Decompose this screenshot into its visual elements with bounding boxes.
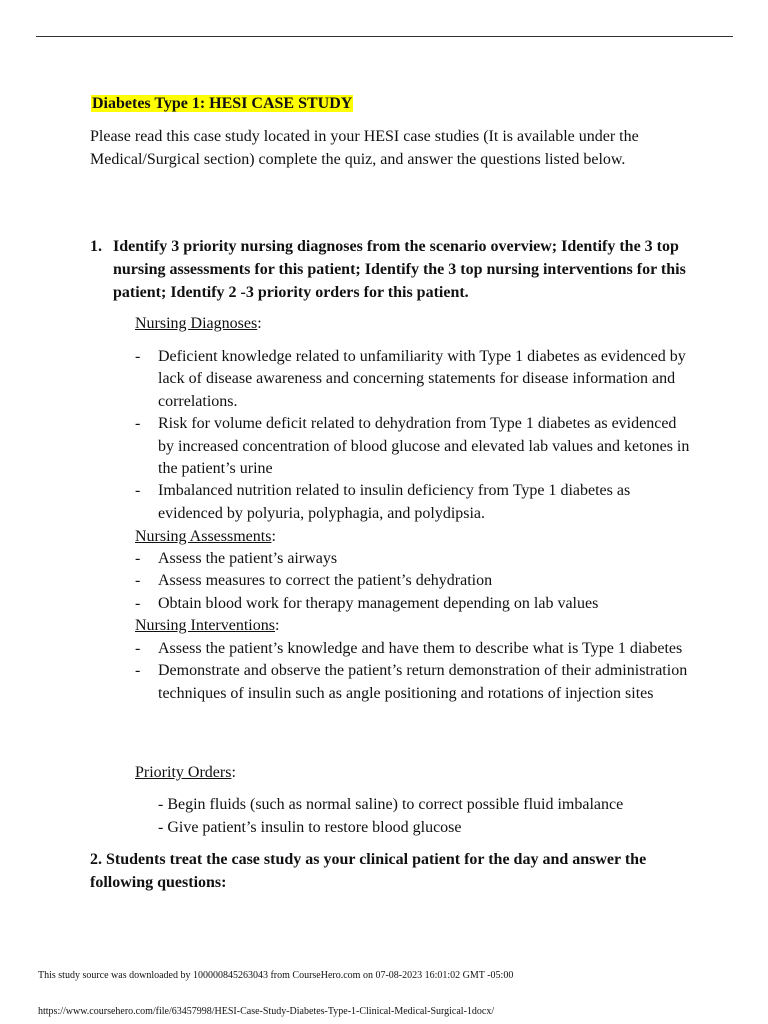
top-rule xyxy=(36,36,733,37)
nursing-assessments-heading: Nursing Assessments: xyxy=(135,528,276,545)
source-footer: This study source was downloaded by 100000845263043 from CourseHero.com on 07-08-2023 16:01:02 GMT -05:00 xyxy=(38,970,514,981)
list-item: - Demonstrate and observe the patient’s return demonstration of their administration techniques of insulin such as angle positioning and rotations of injection sites xyxy=(135,662,688,702)
list-item: - Obtain blood work for therapy management depending on lab values xyxy=(135,594,599,612)
list-item: - Deficient knowledge related to unfamiliarity with Type 1 diabetes as evidenced by lack of disease awareness and concerning statements for disease information and correlations. xyxy=(135,348,686,410)
priority-orders-heading: Priority Orders: xyxy=(135,764,236,781)
source-url[interactable]: https://www.coursehero.com/file/63457998/HESI-Case-Study-Diabetes-Type-1-Clinical-Medical-Surgical-1docx/ xyxy=(38,1006,495,1017)
nursing-diagnoses-heading: Nursing Diagnoses: xyxy=(135,315,262,332)
question-1-text: Identify 3 priority nursing diagnoses from the scenario overview; Identify the 3 top nursing assessments for this patient; Identify the 3 top nursing interventions for this patient; Identify 2 -3 priority orders for this patient. xyxy=(113,238,686,301)
priority-orders-list xyxy=(158,793,623,839)
list-item: - Assess measures to correct the patient’s dehydration xyxy=(135,572,493,590)
list-item: - Imbalanced nutrition related to insulin deficiency from Type 1 diabetes as evidenced by polyuria, polyphagia, and polydipsia. xyxy=(135,482,631,522)
document-title: Diabetes Type 1: HESI CASE STUDY xyxy=(92,95,353,112)
list-item: - Assess the patient’s airways xyxy=(135,550,338,567)
list-item: - Assess the patient’s knowledge and have them to describe what is Type 1 diabetes xyxy=(135,640,683,657)
nursing-diagnoses-list xyxy=(135,346,695,525)
list-item: - Risk for volume deficit related to dehydration from Type 1 diabetes as evidenced by increased concentration of blood glucose and elevated lab values and ketones in the patient’s urine xyxy=(135,415,690,478)
question-1-number: 1. xyxy=(90,238,102,255)
intro-paragraph: Please read this case study located in your HESI case studies (It is available under the Medical/Surgical section) complete the quiz, and answer the questions listed below. xyxy=(90,128,639,168)
nursing-interventions-list xyxy=(135,638,695,705)
list-item: - Give patient’s insulin to restore blood glucose xyxy=(158,819,462,836)
nursing-interventions-heading: Nursing Interventions: xyxy=(135,617,280,634)
nursing-assessments-list xyxy=(135,548,695,615)
question-2: 2. Students treat the case study as your clinical patient for the day and answer the following questions: xyxy=(90,851,647,891)
question-1 xyxy=(90,235,690,304)
list-item: - Begin fluids (such as normal saline) to correct possible fluid imbalance xyxy=(158,796,624,813)
